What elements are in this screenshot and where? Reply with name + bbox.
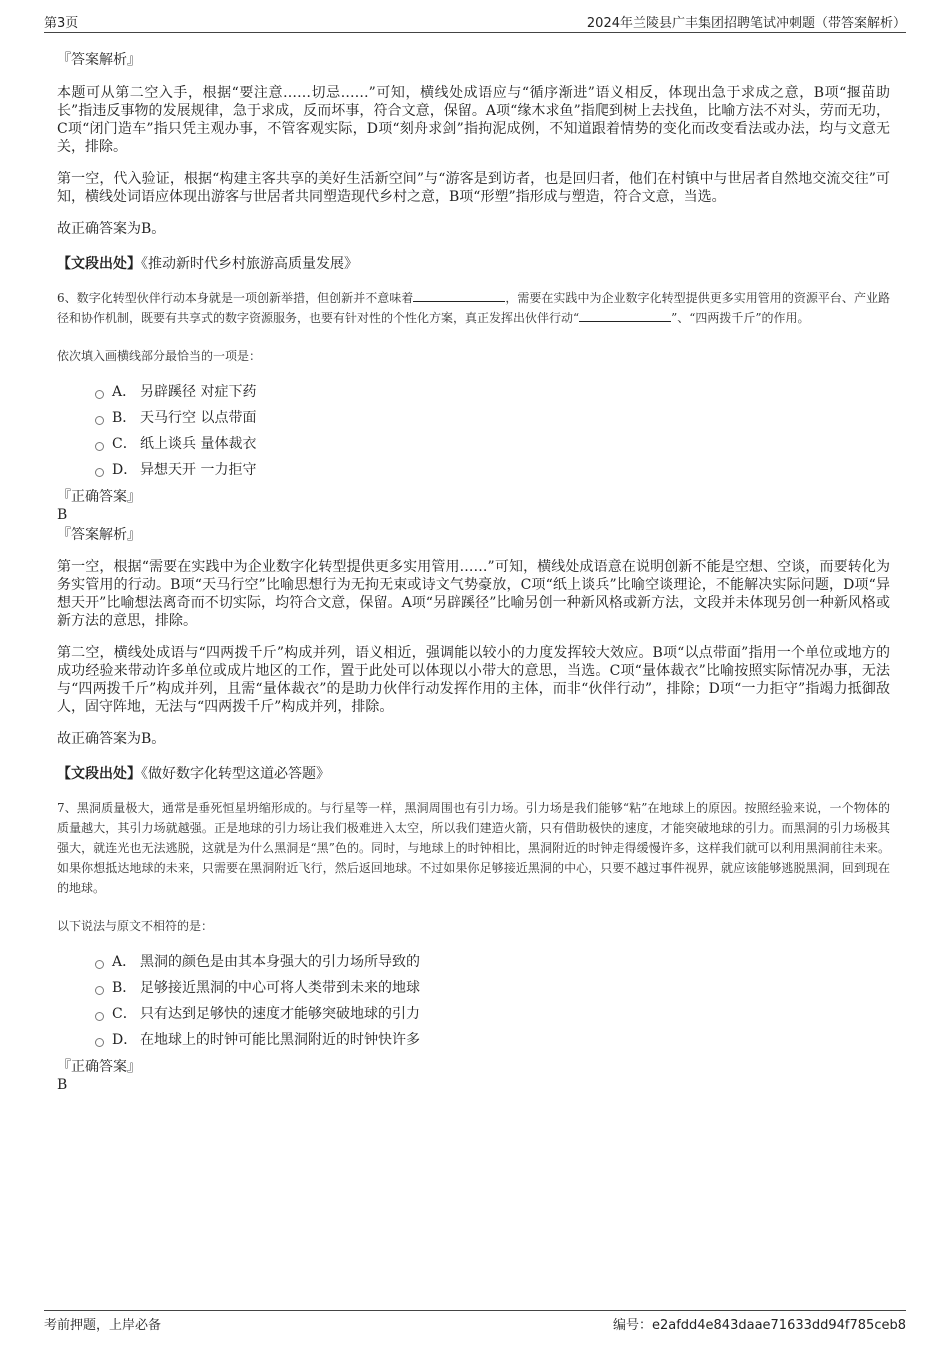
option-c[interactable] <box>95 1000 890 1026</box>
option-letter: D． <box>112 1032 138 1048</box>
radio-icon[interactable] <box>95 442 104 451</box>
option-letter: B． <box>112 410 137 426</box>
correct-answer: B <box>57 507 68 523</box>
document-code <box>613 1314 906 1333</box>
footer-slogan: 考前押题，上岸必备 <box>44 1318 162 1333</box>
option-letter: D． <box>112 462 138 478</box>
page-footer <box>44 1310 906 1333</box>
analysis-label: 『答案解析』 <box>57 52 141 68</box>
option-letter: C． <box>112 1006 137 1022</box>
source-line <box>57 764 890 784</box>
option-text: 只有达到足够快的速度才能够突破地球的引力 <box>140 1006 420 1022</box>
option-text: 纸上谈兵 量体裁衣 <box>140 436 257 452</box>
option-text: 黑洞的颜色是由其本身强大的引力场所导致的 <box>140 954 420 970</box>
question-7-prompt: 以下说法与原文不相符的是： <box>57 919 214 933</box>
question-7-options <box>95 948 890 1052</box>
analysis-paragraph: 第二空，横线处成语与“四两拨千斤”构成并列，语义相近，强调能以较小的力度发挥较大效应。B项“以点带面”指用一个单位或地方的成功经验来带动许多单位或成片地区的工作，置于此处可以体现以小带大的意思，当选。C项“量体裁衣”比喻按照实际情况办事，无法与“四两拨千斤”构成并列，且需“量体裁衣”的是助力伙伴行动发挥作用的主体，而非“伙伴行动”，排除；D项“一力拒守”指竭力抵御敌人，固守阵地，无法与“四两拨千斤”构成并列，排除。 <box>57 645 890 715</box>
fill-blank <box>413 289 505 302</box>
option-text: 足够接近黑洞的中心可将人类带到未来的地球 <box>140 980 420 996</box>
page-number: 第3页 <box>44 16 79 31</box>
option-b[interactable] <box>95 974 890 1000</box>
option-a[interactable] <box>95 378 890 404</box>
answer-conclusion: 故正确答案为B。 <box>57 221 166 237</box>
question-text-part: ，需要在实践中为企业数字化转型提供更多实用管用的资源平台、产业路径和协作机制，既要有共享式的数字资源服务，也要有针对性的个性化方案，真正发挥出伙伴行动“ <box>57 291 890 325</box>
option-b[interactable] <box>95 404 890 430</box>
radio-icon[interactable] <box>95 390 104 399</box>
question-6-options <box>95 378 890 482</box>
option-text: 天马行空 以点带面 <box>140 410 257 426</box>
option-text: 异想天开 一力拒守 <box>140 462 257 478</box>
question-6-prompt: 依次填入画横线部分最恰当的一项是： <box>57 349 262 363</box>
code-label: 编号： <box>612 1318 652 1333</box>
analysis-label: 『答案解析』 <box>57 527 141 543</box>
analysis-paragraph: 第一空，代入验证，根据“构建主客共享的美好生活新空间”与“游客是到访者，也是回归者，他们在村镇中与世居者自然地交流交往”可知，横线处词语应体现出游客与世居者共同塑造现代乡村之意，B项“形塑”指形成与塑造，符合文意，当选。 <box>57 171 890 205</box>
option-text: 在地球上的时钟可能比黑洞附近的时钟快许多 <box>140 1032 420 1048</box>
page-header <box>44 12 906 33</box>
correct-answer-label: 『正确答案』 <box>57 489 141 505</box>
radio-icon[interactable] <box>95 468 104 477</box>
option-c[interactable] <box>95 430 890 456</box>
question-text-part: ”、“四两拨千斤”的作用。 <box>671 311 810 325</box>
document-title: 2024年兰陵县广丰集团招聘笔试冲刺题（带答案解析） <box>586 16 906 31</box>
option-letter: B． <box>112 980 137 996</box>
source-title: 《做好数字化转型这道必答题》 <box>141 766 330 782</box>
option-a[interactable] <box>95 948 890 974</box>
main-content <box>57 44 890 1094</box>
analysis-paragraph: 本题可从第二空入手，根据“要注意……切忌……”可知，横线处成语应与“循序渐进”语义相反，体现出急于求成之意，B项“揠苗助长”指违反事物的发展规律，急于求成，反而坏事，符合文意，保留。A项“缘木求鱼”指爬到树上去找鱼，比喻方法不对头，劳而无功，C项“闭门造车”指只凭主观办事，不管客观实际，D项“刻舟求剑”指拘泥成例，不知道跟着情势的变化而改变看法或办法，均与文意无关，排除。 <box>57 85 890 155</box>
option-letter: A． <box>112 954 137 970</box>
source-label: 【文段出处】 <box>57 766 141 782</box>
source-title: 《推动新时代乡村旅游高质量发展》 <box>141 256 358 272</box>
fill-blank <box>579 309 671 322</box>
code-value: e2afdd4e843daae71633dd94f785ceb8 <box>651 1318 906 1333</box>
question-text-part: 6、数字化转型伙伴行动本身就是一项创新举措，但创新并不意味着 <box>57 291 414 305</box>
radio-icon[interactable] <box>95 416 104 425</box>
radio-icon[interactable] <box>95 960 104 969</box>
answer-conclusion: 故正确答案为B。 <box>57 731 166 747</box>
correct-answer-label: 『正确答案』 <box>57 1059 141 1075</box>
radio-icon[interactable] <box>95 1038 104 1047</box>
radio-icon[interactable] <box>95 1012 104 1021</box>
option-letter: A． <box>112 384 137 400</box>
option-text: 另辟蹊径 对症下药 <box>140 384 257 400</box>
source-line <box>57 254 890 274</box>
option-d[interactable] <box>95 456 890 482</box>
question-7-text: 7、黑洞质量极大，通常是垂死恒星坍缩形成的。与行星等一样，黑洞周围也有引力场。引力场是我们能够“粘”在地球上的原因。按照经验来说，一个物体的质量越大，其引力场就越强。正是地球的引力场让我们极难进入太空，所以我们建造火箭，只有借助极快的速度，才能突破地球的引力。而黑洞的引力场极其强大，就连光也无法逃脱，这就是为什么黑洞是“黑”色的。同时，与地球上的时钟相比，黑洞附近的时钟走得缓慢许多，这样我们就可以利用黑洞前往未来。如果你想抵达地球的未来，只需要在黑洞附近飞行，然后返回地球。不过如果你足够接近黑洞的中心，只要不越过事件视界，就应该能够逃脱黑洞，回到现在的地球。 <box>57 801 890 895</box>
option-d[interactable] <box>95 1026 890 1052</box>
option-letter: C． <box>112 436 137 452</box>
source-label: 【文段出处】 <box>57 256 141 272</box>
analysis-paragraph: 第一空，根据“需要在实践中为企业数字化转型提供更多实用管用……”可知，横线处成语意在说明创新不能是空想、空谈，而要转化为务实管用的行动。B项“天马行空”比喻思想行为无拘无束或诗文气势豪放，C项“纸上谈兵”比喻空谈理论，不能解决实际问题，D项“异想天开”比喻想法离奇而不切实际，均符合文意，保留。A项“另辟蹊径”比喻另创一种新风格或新方法，文段并未体现另创一种新风格或新方法的意思，排除。 <box>57 559 890 629</box>
radio-icon[interactable] <box>95 986 104 995</box>
correct-answer: B <box>57 1077 68 1093</box>
question-6-text <box>57 288 890 328</box>
